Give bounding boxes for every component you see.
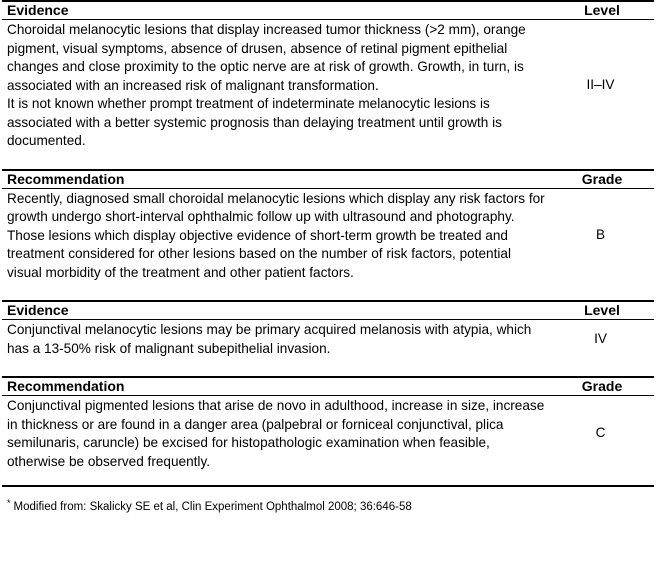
grade-heading: Grade [581,170,623,187]
grade-value: B [595,227,606,242]
section-choroidal-evidence [2,0,654,151]
grade-heading: Grade [581,378,623,394]
section-header [2,378,654,396]
level-heading: Level [584,302,620,318]
paragraph: Conjunctival pigmented lesions that arise de novo in adulthood, increase in size, increase in thickness or are found in a danger area (palpebral or forniceal conjunctival, plica semilunaris, caruncle) be excised for histopathologic examination when feasible, otherwise be observed frequently. [7,398,545,469]
section-header [2,2,654,20]
evidence-table [2,0,654,515]
section-conjunctival-evidence [2,300,654,358]
section-text [7,320,547,358]
level-value: IV [594,330,607,346]
section-text [7,189,547,283]
section-row [2,320,654,358]
section-conjunctival-recommendation [2,376,654,471]
section-row [2,189,654,283]
paragraph: Recently, diagnosed small choroidal melanocytic lesions which display any risk factors for growth undergo short-interval ophthalmic follow up with ultrasound and photography. Those lesions which display objective evidence of short-term growth be treated and treatment considered for other lesions based on the number of risk factors, potential visual morbidity of the treatment and other patient factors. [7,190,545,280]
section-choroidal-recommendation [2,169,654,283]
recommendation-heading: Recommendation [7,170,125,187]
evidence-heading: Evidence [7,302,69,318]
section-text [7,396,547,471]
section-header [2,171,654,189]
grade-value: C [595,425,606,441]
paragraph: It is not known whether prompt treatment of indeterminate melanocytic lesions is associated with a better systemic prognosis than delaying treatment until growth is documented. [7,96,502,148]
level-heading: Level [584,2,620,18]
level-value: II–IV [586,77,615,92]
footnote [2,487,654,515]
recommendation-heading: Recommendation [7,378,125,394]
paragraph: Choroidal melanocytic lesions that display increased tumor thickness (>2 mm), orange pigment, visual symptoms, absence of drusen, absence of retinal pigment epithelial changes and close proximity to the optic nerve are at risk of growth. Growth, in turn, is associated with an increased risk of malignant transformation. [7,22,526,93]
footnote-text: Modified from: Skalicky SE et al, Clin Experiment Ophthalmol 2008; 36:646-58 [13,501,412,513]
section-text [7,20,547,151]
paragraph: Conjunctival melanocytic lesions may be primary acquired melanosis with atypia, which has a 13-50% risk of malignant subepithelial invasion. [7,322,532,356]
footnote-marker: * [7,498,11,508]
section-row [2,20,654,151]
evidence-heading: Evidence [7,2,69,18]
section-header [2,302,654,320]
section-row [2,396,654,471]
